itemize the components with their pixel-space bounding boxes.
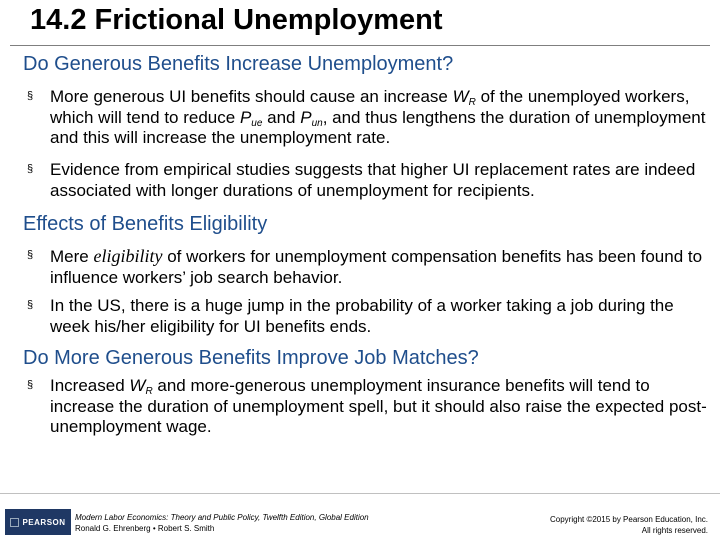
bullet-marker: §	[27, 163, 34, 175]
bullet-increased-wr: Increased $W_R$ and more-generous unemployment insurance benefits will tend to increase the duration of unemployment spell, but it should also raise the expected post-unemployment wage.	[50, 376, 707, 436]
footer-copyright-line: Copyright ©2015 by Pearson Education, Inc.	[550, 515, 708, 524]
footer-book-title: Modern Labor Economics: Theory and Public Policy, Twelfth Edition, Global Edition	[75, 513, 369, 522]
footer-rights-line: All rights reserved.	[641, 526, 708, 535]
pearson-mark-icon	[10, 518, 19, 527]
logo-text: PEARSON	[22, 517, 66, 527]
bullet-marker: §	[27, 379, 34, 391]
pearson-logo	[5, 509, 71, 535]
footer-authors: Ronald G. Ehrenberg • Robert S. Smith	[75, 524, 215, 533]
bullet-mere-eligibility: Mere eligibility of workers for unemployment compensation benefits has been found to influence workers’ job search behavior.	[50, 246, 703, 287]
section-heading-job-matches: Do More Generous Benefits Improve Job Matches?	[23, 347, 479, 369]
bullet-ui-benefits: More generous UI benefits should cause an increase $W_R$ of the unemployed workers, which will tend to reduce $P_{ue}$ and $P_{un}$, and thus lengthens the duration of unemployment and this will increase the unemployment rate.	[50, 87, 706, 147]
footer-book-info	[75, 512, 369, 534]
footer-divider	[0, 493, 720, 494]
bullet-marker: §	[27, 299, 34, 311]
footer-copyright	[550, 514, 708, 536]
section-heading-eligibility: Effects of Benefits Eligibility	[23, 213, 268, 235]
bullet-marker: §	[27, 90, 34, 102]
bullet-empirical-evidence: Evidence from empirical studies suggests that higher UI replacement rates are indeed associated with longer durations of unemployment for recipients.	[50, 160, 696, 200]
bullet-marker: §	[27, 249, 34, 261]
slide-title: 14.2 Frictional Unemployment	[30, 4, 443, 36]
bullet-us-job-jump: In the US, there is a huge jump in the probability of a worker taking a job during the week his/her eligibility for UI benefits ends.	[50, 296, 674, 336]
title-divider	[10, 45, 710, 46]
section-heading-generous-benefits: Do Generous Benefits Increase Unemployment?	[23, 53, 454, 75]
